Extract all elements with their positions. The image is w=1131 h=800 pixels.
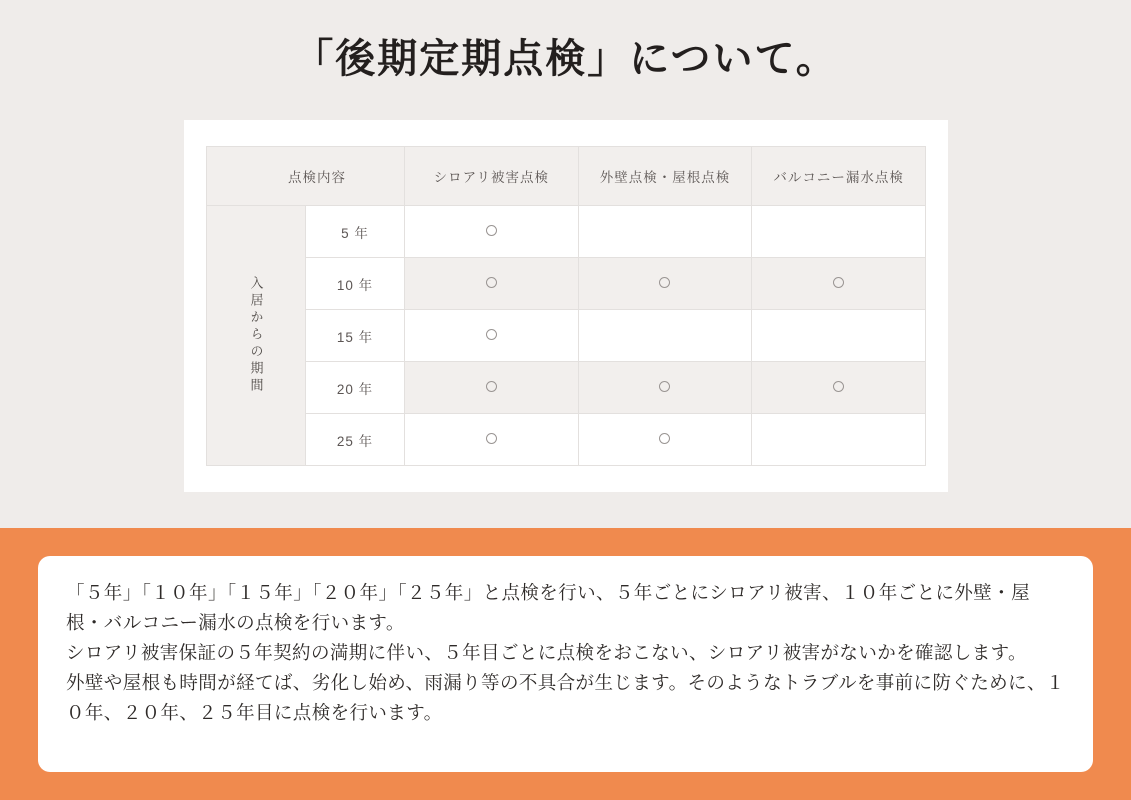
circle-icon bbox=[659, 433, 670, 444]
circle-icon bbox=[659, 277, 670, 288]
table-row bbox=[207, 310, 926, 362]
cell-termite-5y bbox=[405, 206, 579, 258]
cell-wall-roof-25y bbox=[578, 414, 752, 466]
circle-icon bbox=[486, 381, 497, 392]
description-note bbox=[38, 556, 1093, 772]
cell-balcony-10y bbox=[752, 258, 926, 310]
circle-icon bbox=[833, 381, 844, 392]
cell-wall-roof-10y bbox=[578, 258, 752, 310]
circle-icon bbox=[833, 277, 844, 288]
cell-termite-20y bbox=[405, 362, 579, 414]
cell-wall-roof-15y bbox=[578, 310, 752, 362]
year-label: 5 年 bbox=[306, 206, 405, 258]
page-title: 「後期定期点検」について。 bbox=[293, 36, 838, 81]
note-paragraph-2: シロアリ被害保証の５年契約の満期に伴い、５年目ごとに点検をおこない、シロアリ被害がないかを確認します。 bbox=[66, 641, 1027, 663]
table-row bbox=[207, 414, 926, 466]
column-header-content: 点検内容 bbox=[207, 147, 405, 206]
cell-balcony-25y bbox=[752, 414, 926, 466]
table-body bbox=[207, 206, 926, 466]
column-header-termite: シロアリ被害点検 bbox=[405, 147, 579, 206]
row-group-label bbox=[207, 206, 306, 466]
cell-termite-15y bbox=[405, 310, 579, 362]
year-label: 20 年 bbox=[306, 362, 405, 414]
cell-termite-25y bbox=[405, 414, 579, 466]
circle-icon bbox=[486, 277, 497, 288]
table-header-row bbox=[207, 147, 926, 206]
cell-balcony-20y bbox=[752, 362, 926, 414]
inspection-table bbox=[206, 146, 926, 466]
cell-wall-roof-5y bbox=[578, 206, 752, 258]
note-paragraph-3: 外壁や屋根も時間が経てば、劣化し始め、雨漏り等の不具合が生じます。そのようなトラブルを事前に防ぐために、１０年、２０年、２５年目に点検を行います。 bbox=[66, 671, 1065, 723]
row-group-label-text: 入居からの期間 bbox=[248, 276, 264, 395]
table-header bbox=[207, 147, 926, 206]
table-row bbox=[207, 206, 926, 258]
year-label: 15 年 bbox=[306, 310, 405, 362]
cell-wall-roof-20y bbox=[578, 362, 752, 414]
circle-icon bbox=[486, 225, 497, 236]
year-label: 10 年 bbox=[306, 258, 405, 310]
circle-icon bbox=[486, 433, 497, 444]
column-header-balcony: バルコニー漏水点検 bbox=[752, 147, 926, 206]
circle-icon bbox=[659, 381, 670, 392]
title-area bbox=[0, 0, 1131, 110]
column-header-wall-roof: 外壁点検・屋根点検 bbox=[578, 147, 752, 206]
table-row bbox=[207, 258, 926, 310]
table-row bbox=[207, 362, 926, 414]
cell-termite-10y bbox=[405, 258, 579, 310]
cell-balcony-5y bbox=[752, 206, 926, 258]
circle-icon bbox=[486, 329, 497, 340]
cell-balcony-15y bbox=[752, 310, 926, 362]
inspection-table-card bbox=[184, 120, 948, 492]
note-paragraph-1: 「５年」「１０年」「１５年」「２０年」「２５年」と点検を行い、５年ごとにシロアリ被害、１０年ごとに外壁・屋根・バルコニー漏水の点検を行います。 bbox=[66, 582, 1030, 633]
year-label: 25 年 bbox=[306, 414, 405, 466]
